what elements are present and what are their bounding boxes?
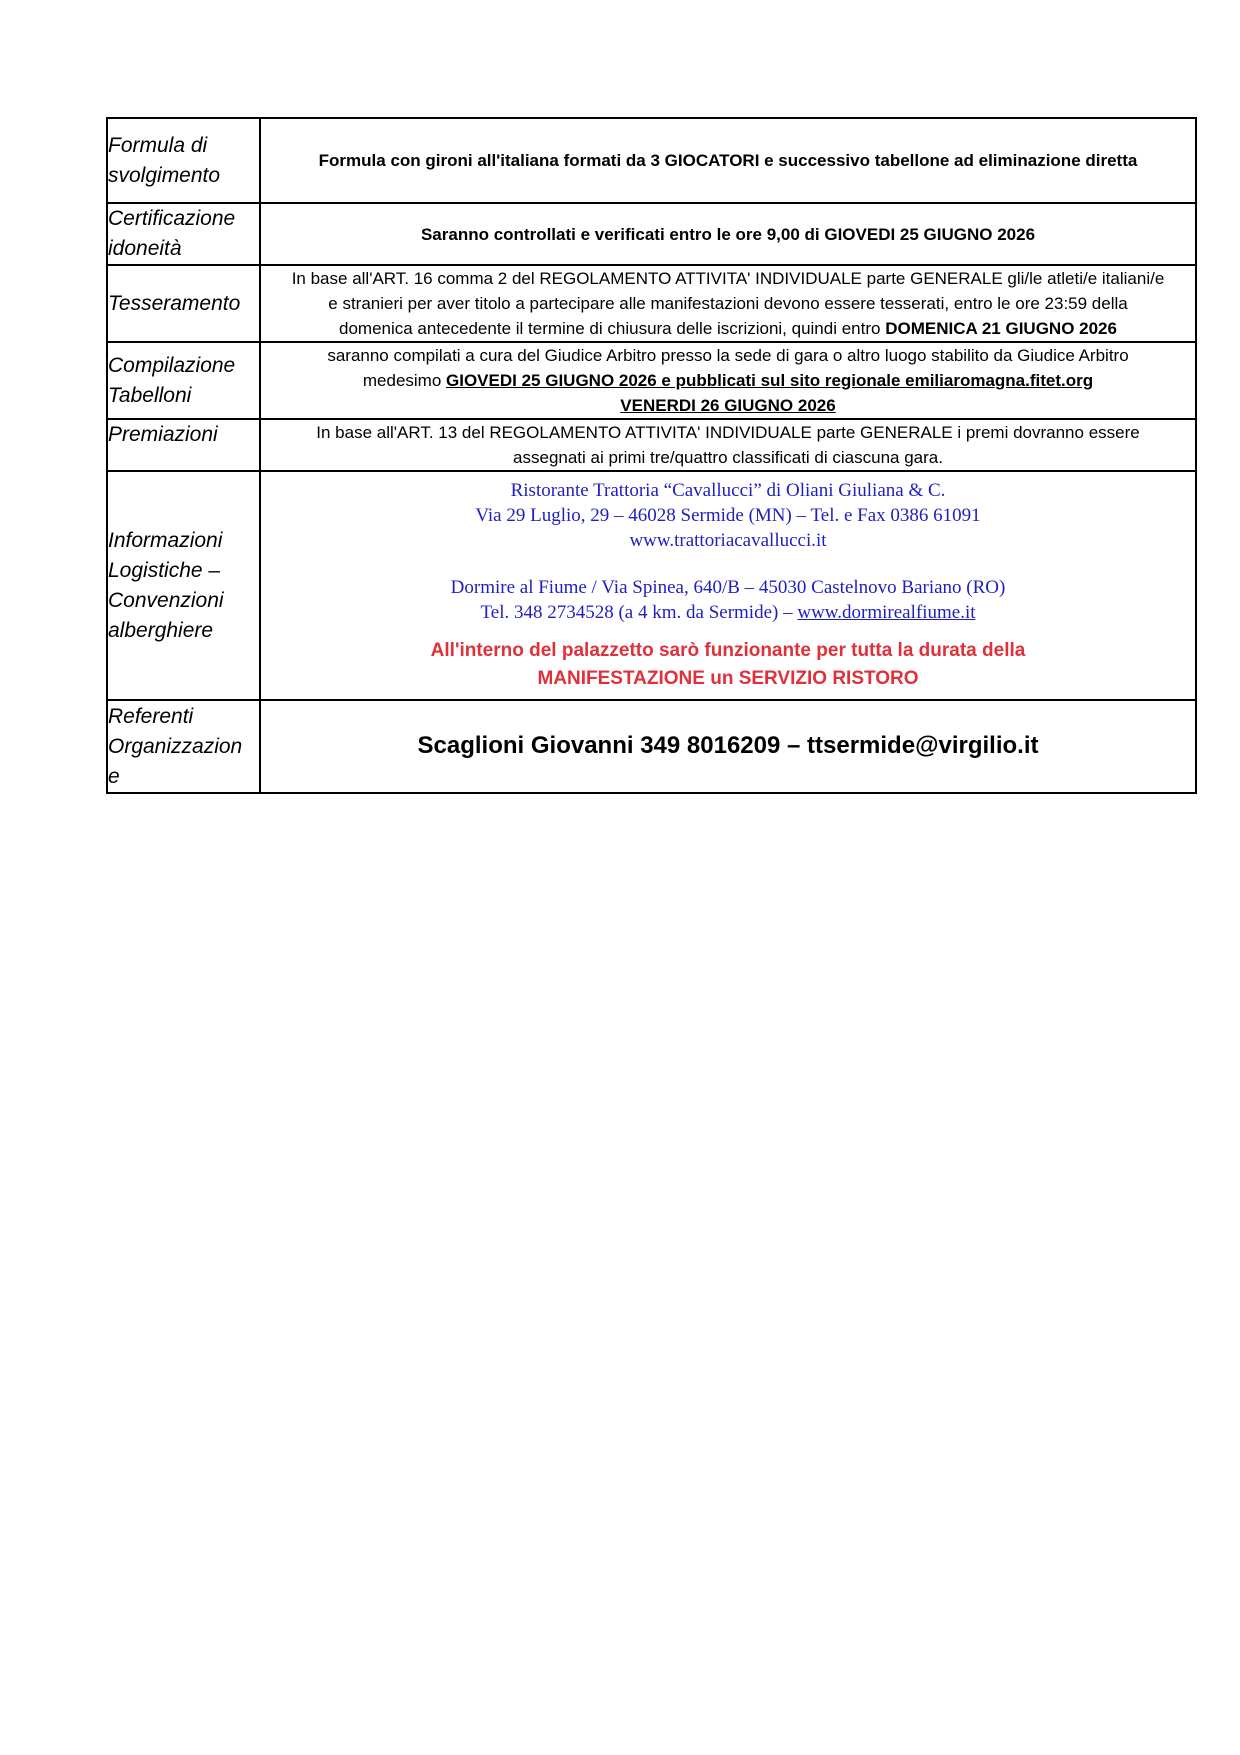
refreshment-notice: MANIFESTAZIONE un SERVIZIO RISTORO [537, 668, 919, 689]
hotel-phone: Tel. 348 2734528 (a 4 km. da Sermide) – [480, 602, 798, 623]
row-compilazione [107, 342, 1196, 419]
text-line [261, 316, 1195, 341]
label-line: Informazioni [108, 528, 223, 552]
hotel-address: Dormire al Fiume / Via Spinea, 640/B – 45030 Castelnovo Bariano (RO) [450, 577, 1006, 598]
label-line: Tesseramento [108, 291, 241, 315]
row-premiazioni [107, 419, 1196, 471]
certificazione-text: Saranno controllati e verificati entro le ore 9,00 di GIOVEDI 25 GIUGNO 2026 [420, 224, 1036, 244]
deadline-date: DOMENICA 21 GIUGNO 2026 [885, 319, 1117, 338]
text-line: assegnati ai primi tre/quattro classificati di ciascuna gara. [513, 448, 943, 467]
publication-info: GIOVEDI 25 GIUGNO 2026 e pubblicati sul sito regionale emiliaromagna.fitet.org [446, 371, 1094, 390]
label-premiazioni [107, 419, 260, 471]
row-certificazione [107, 203, 1196, 265]
label-compilazione [107, 342, 260, 419]
restaurant-address: Via 29 Luglio, 29 – 46028 Sermide (MN) – Tel. e Fax 0386 61091 [475, 505, 981, 526]
value-tesseramento [260, 265, 1196, 342]
row-formula [107, 118, 1196, 203]
value-certificazione [260, 203, 1196, 265]
text-line: saranno compilati a cura del Giudice Arbitro presso la sede di gara o altro luogo stabilito da Giudice Arbitro [327, 346, 1129, 365]
contact-info: Scaglioni Giovanni 349 8016209 – ttsermide@virgilio.it [417, 732, 1039, 759]
value-logistica [260, 471, 1196, 700]
refreshment-notice: All'interno del palazzetto sarò funzionante per tutta la durata della [430, 640, 1026, 661]
label-line: Tabelloni [108, 383, 192, 407]
label-line: Premiazioni [108, 423, 218, 446]
label-line: Compilazione [108, 353, 236, 377]
text-plain: domenica antecedente il termine di chiusura delle iscrizioni, quindi entro [339, 319, 886, 338]
spacer [261, 625, 1195, 637]
value-formula [260, 118, 1196, 203]
label-line: Organizzazion [108, 734, 243, 758]
restaurant-website: www.trattoriacavallucci.it [629, 530, 827, 551]
label-line: Certificazione [108, 207, 236, 230]
spacer [261, 553, 1195, 575]
label-line: Convenzioni [108, 588, 224, 612]
label-referenti [107, 700, 260, 793]
text-line [261, 368, 1195, 393]
label-line: Referenti [108, 704, 194, 728]
hotel-contact [261, 600, 1195, 625]
text-line [261, 393, 1195, 418]
restaurant-name: Ristorante Trattoria “Cavallucci” di Oliani Giuliana & C. [510, 480, 946, 501]
row-referenti [107, 700, 1196, 793]
label-logistica [107, 471, 260, 700]
value-compilazione [260, 342, 1196, 419]
formula-text: Formula con gironi all'italiana formati da 3 GIOCATORI e successivo tabellone ad eliminazione diretta [318, 151, 1138, 170]
text-line: In base all'ART. 13 del REGOLAMENTO ATTIVITA' INDIVIDUALE parte GENERALE i premi dovranno essere [316, 423, 1140, 442]
row-tesseramento [107, 265, 1196, 342]
label-line: svolgimento [108, 163, 221, 187]
value-referenti [260, 700, 1196, 793]
text-plain: medesimo [362, 371, 447, 390]
label-line: e [108, 764, 120, 788]
label-certificazione [107, 203, 260, 265]
value-premiazioni [260, 419, 1196, 471]
label-line: Formula di [108, 133, 208, 157]
label-formula [107, 118, 260, 203]
label-line: idoneità [108, 237, 182, 260]
text-line: e stranieri per aver titolo a partecipare alle manifestazioni devono essere tesserati, entro le ore 23:59 della [328, 294, 1128, 313]
text-line: In base all'ART. 16 comma 2 del REGOLAMENTO ATTIVITA' INDIVIDUALE parte GENERALE gli/le atleti/e italiani/e [291, 269, 1165, 288]
publication-date: VENERDI 26 GIUGNO 2026 [620, 396, 836, 415]
row-logistica [107, 471, 1196, 700]
hotel-website-link[interactable]: www.dormirealfiume.it [797, 602, 976, 623]
tournament-info-table [106, 117, 1197, 794]
label-line: Logistiche – [108, 558, 221, 582]
label-line: alberghiere [108, 618, 214, 642]
label-tesseramento [107, 265, 260, 342]
